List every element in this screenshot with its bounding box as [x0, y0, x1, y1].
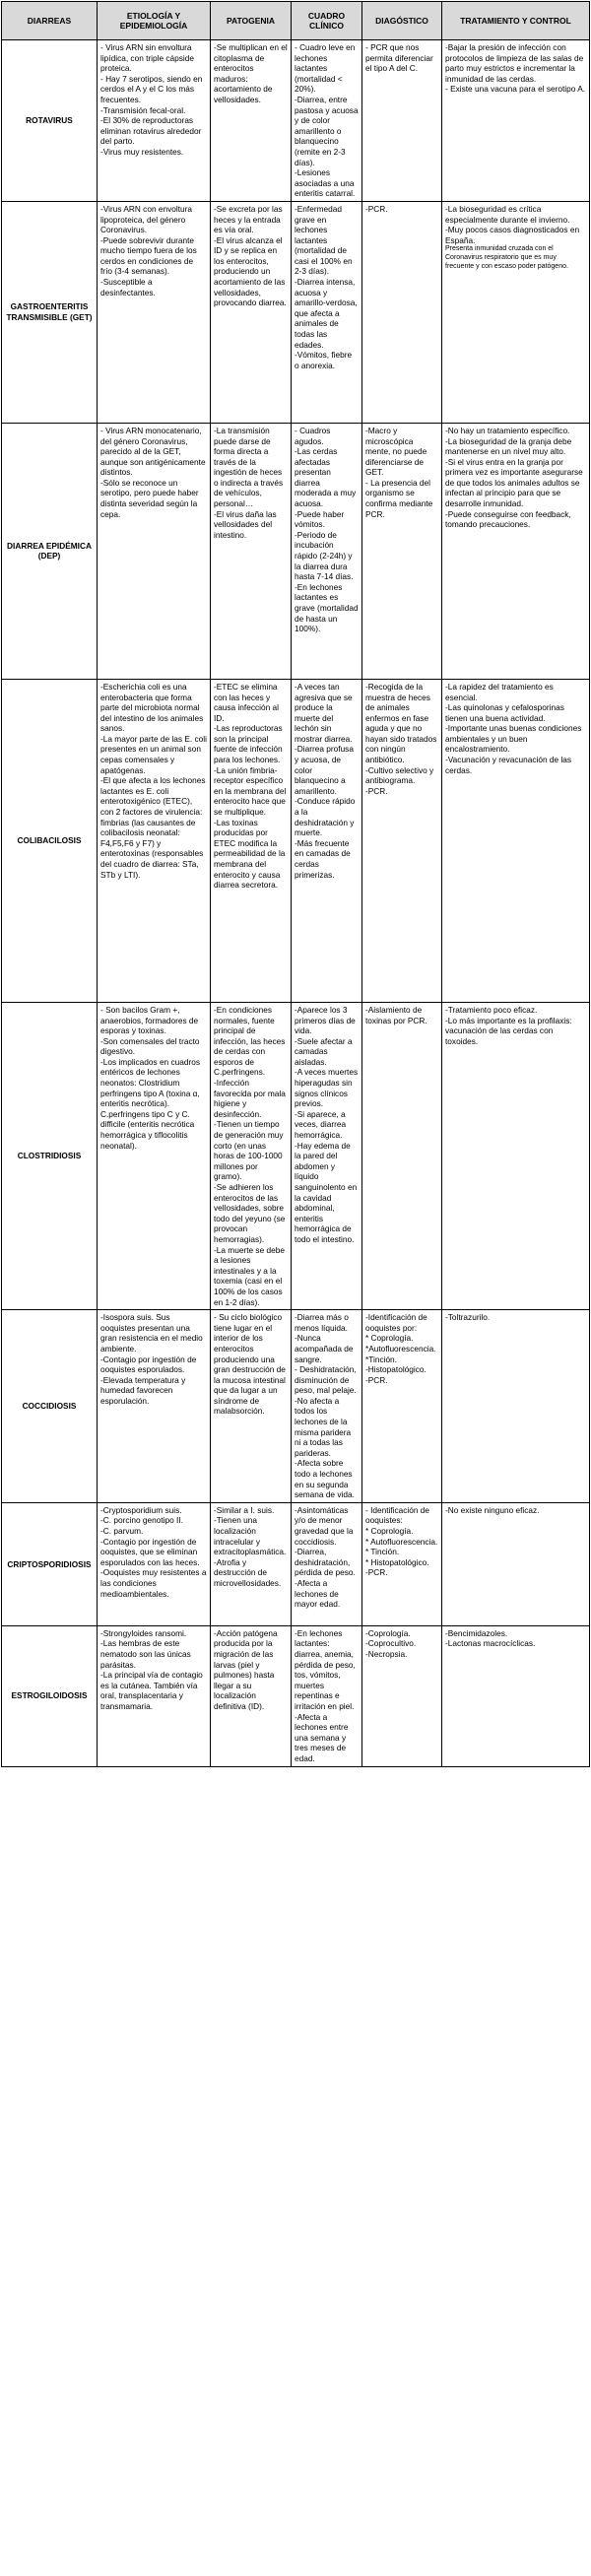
cell-line: - Virus ARN monocatenario, del género Coronavirus, parecido al de la GET, aunque son antigénicamente distintos. — [100, 425, 206, 478]
tratamiento-cell — [442, 201, 590, 423]
table-row — [2, 423, 590, 679]
diagnostico-cell — [362, 1502, 442, 1625]
disease-name: ESTROGILOIDOSIS — [2, 1625, 98, 1766]
cell-line: -La unión fimbria-receptor específico en la membrana del enterocito hace que se multiplique. — [214, 764, 287, 818]
cell-line: -Contagio por ingestión de ooquistes esporulados. — [100, 1354, 197, 1375]
table-row — [2, 679, 590, 1002]
cell-line: -Conduce rápido a la deshidratación y muerte. — [295, 796, 356, 838]
cell-line: -Vómitos, fiebre o anorexia. — [295, 350, 353, 370]
disease-name: CLOSTRIDIOSIS — [2, 1002, 98, 1309]
cell-line: -La mayor parte de las E. coli presentes en un animal son cepas comensales y apatógenas. — [100, 733, 207, 775]
disease-name: COCCIDIOSIS — [2, 1310, 98, 1503]
cell-line: -Se excreta por las heces y la entrada es vía oral. — [214, 203, 283, 235]
cell-line: -La principal vía de contagio es la cutánea. También vía oral, transplacentaria y transmamaria. — [100, 1670, 203, 1711]
cuadro-clinico-cell — [292, 1310, 362, 1503]
patogenia-cell — [211, 40, 292, 202]
table-row — [2, 201, 590, 423]
cuadro-clinico-cell — [292, 679, 362, 1002]
diagnostico-cell — [362, 1310, 442, 1503]
cell-line: -Lo más importante es la profilaxis: vacunación de las cerdas con toxoides. — [445, 1015, 572, 1046]
cell-line: -Lactonas macrocíclicas. — [445, 1638, 536, 1649]
etiologia-cell — [98, 201, 211, 423]
cell-line: -El que afecta a los lechones lactantes es E. coli enterotoxigénico (ETEC), con 2 factores de virulencia: fimbrias (las causantes de colibacilosis neonatal: F4,F5,F6 y F7) y enterotoxinas (responsables del cuadro de diarrea: STa, STb y LTI). — [100, 775, 206, 880]
cell-line: - Su ciclo biológico tiene lugar en el interior de los enterocitos produciendo una gran destrucción de la mucosa intestinal que da lugar a un síndrome de malabsorción. — [214, 1312, 286, 1417]
table-row — [2, 1310, 590, 1503]
cell-line: -Más frecuente en camadas de cerdas primerizas. — [295, 837, 351, 880]
cell-line: -Diarrea más o menos líquida. — [295, 1312, 349, 1333]
cell-line: - Identificación de ooquistes: — [365, 1504, 430, 1526]
disease-name: COLIBACILOSIS — [2, 679, 98, 1002]
tratamiento-cell — [442, 679, 590, 1002]
cell-line: -Hay edema de la pared del abdomen y líquido sanguinolento en la cavidad abdominal, enteritis hemorrágica de todo el intestino. — [295, 1140, 358, 1244]
patogenia-cell — [211, 201, 292, 423]
cell-line: -Importante unas buenas condiciones ambientales y un buen encalostramiento. — [445, 723, 582, 755]
cell-line: -El 30% de reproductoras eliminan rotavirus alrededor del parto. — [100, 115, 202, 147]
cell-line: -Recogida de la muestra de heces de animales enfermos en fase aguda y que no hayan sido tratados con ningún antibiótico. — [365, 681, 437, 765]
cell-line: -Enfermedad grave en lechones lactantes (mortalidad de casi el 100% en 2-3 días). — [295, 203, 353, 277]
table-row — [2, 40, 590, 202]
cell-line: -Diarrea, deshidratación, pérdida de peso. — [295, 1547, 356, 1578]
cell-line: -Cryptosporidium suis. — [100, 1504, 182, 1515]
patogenia-cell — [211, 1310, 292, 1503]
cell-line: -Puede sobrevivir durante mucho tiempo fuera de los cerdos en condiciones de frío (3-4 semanas). — [100, 234, 197, 277]
cell-line: -Se multiplican en el citoplasma de enterocitos maduros: acortamiento de vellosidades. — [214, 42, 288, 104]
etiologia-cell — [98, 40, 211, 202]
disease-name: DIARREA EPIDÉMICA (DEP) — [2, 423, 98, 679]
cell-line: *Autofluorescencia. — [365, 1343, 436, 1354]
patogenia-cell — [211, 423, 292, 679]
cell-line: -C. porcino genotipo II. — [100, 1515, 183, 1526]
cell-line: -Virus muy resistentes. — [100, 146, 184, 157]
cell-line: C.perfringens tipo C y C. difficile (enteritis necrótica hemorrágica y tiflocolitis neonatal). — [100, 1108, 195, 1151]
cuadro-clinico-cell — [292, 201, 362, 423]
cell-line: -PCR. — [365, 1374, 388, 1385]
cell-line: -Si aparece, a veces, diarrea hemorrágica. — [295, 1108, 347, 1141]
table-header-row — [2, 2, 590, 40]
tratamiento-cell — [442, 1002, 590, 1309]
header-diagnostico: DIAGÓSTICO — [362, 2, 442, 40]
cell-line: -Las toxinas producidas por ETEC modifica la permeabilidad de la membrana del enterocito y causa diarrea secretora. — [214, 817, 286, 891]
cell-line: - PCR que nos permita diferenciar el tipo A del C. — [365, 42, 433, 74]
cell-line: -La transmisión puede darse de forma directa a través de la ingestión de heces o indirecta a través de vehículos, personal… — [214, 425, 284, 509]
diagnostico-cell — [362, 679, 442, 1002]
table-row — [2, 1625, 590, 1766]
cell-line: -Tienen una localización intracelular y extracitoplasmática. — [214, 1515, 287, 1557]
etiologia-cell — [98, 1625, 211, 1766]
cell-line: * Coprología. — [365, 1526, 414, 1536]
cell-line: - Cuadros agudos. — [295, 425, 331, 446]
header-tratamiento: TRATAMIENTO Y CONTROL — [442, 2, 590, 40]
cell-line: -La bioseguridad es crítica especialmente durante el invierno. — [445, 203, 570, 225]
cell-line: -Acción patógena producida por la migración de las larvas (piel y pulmones) hasta llegar a su localización definitiva (ID). — [214, 1627, 278, 1711]
cell-line: -Tienen un tiempo de generación muy corto (en unas horas de 100-1000 millones por gramo). — [214, 1119, 284, 1182]
diarrhea-comparison-table — [1, 1, 590, 1767]
diagnostico-cell — [362, 1002, 442, 1309]
cell-line: -Las quinolonas y cefalosporinas tienen una buena actividad. — [445, 702, 564, 723]
diagnostico-cell — [362, 1625, 442, 1766]
header-diarreas: DIARREAS — [2, 2, 98, 40]
cell-line: -Asintomáticas y/o de menor gravedad que la coccidiosis. — [295, 1504, 354, 1547]
header-cuadro-clinico: CUADRO CLÍNICO — [292, 2, 362, 40]
cell-line: -No existe ninguno eficaz. — [445, 1504, 540, 1515]
cell-line: -Nunca acompañada de sangre. — [295, 1333, 354, 1364]
diagnostico-cell — [362, 40, 442, 202]
cell-line: -PCR. — [365, 203, 388, 214]
tratamiento-cell — [442, 40, 590, 202]
cell-line: -Bencimidazoles. — [445, 1627, 508, 1638]
cell-line: -Contagio por ingestión de ooquistes, que se eliminan esporulados con las heces. — [100, 1536, 200, 1567]
cell-line: -Periodo de incubación rápido (2-24h) y la diarrea dura hasta 7-14 días. — [295, 529, 354, 582]
patogenia-cell — [211, 1625, 292, 1766]
cell-line: -Afecta sobre todo a lechones en su segunda semana de vida. — [295, 1458, 355, 1500]
cell-line: - Deshidratación, disminución de peso, mal pelaje. — [295, 1364, 357, 1396]
disease-name: CRIPTOSPORIDIOSIS — [2, 1502, 98, 1625]
cell-line: -Sólo se reconoce un serotipo, pero puede haber distinta severidad según la cepa. — [100, 477, 199, 519]
tratamiento-cell — [442, 1625, 590, 1766]
tratamiento-cell — [442, 1310, 590, 1503]
cell-line: -Atrofia y destrucción de microvellosidades. — [214, 1556, 282, 1588]
cell-line: -Susceptible a desinfectantes. — [100, 277, 156, 297]
cell-line: -A veces tan agresiva que se produce la muerte del lechón sin mostrar diarrea. — [295, 681, 353, 744]
table-row — [2, 1002, 590, 1309]
cell-line: -Tratamiento poco eficaz. — [445, 1004, 538, 1015]
etiologia-cell — [98, 1002, 211, 1309]
cell-line: -En lechones lactantes es grave (mortalidad de hasta un 100%). — [295, 581, 359, 634]
cell-line: * Histopatológico. — [365, 1556, 429, 1567]
cell-line: -Son comensales del tracto digestivo. — [100, 1035, 200, 1057]
cuadro-clinico-cell — [292, 1625, 362, 1766]
cell-line: -Suele afectar a camadas aisladas. — [295, 1035, 353, 1067]
cell-line: -Bajar la presión de infección con protocolos de limpieza de las salas de parto muy estrictos e incrementar la inmunidad de las cerdas. — [445, 42, 584, 84]
diagnostico-cell — [362, 201, 442, 423]
cell-line: -Elevada temperatura y humedad favorecen esporulación. — [100, 1374, 186, 1406]
disease-name: ROTAVIRUS — [2, 40, 98, 202]
cell-line: -Macro y microscópica mente, no puede diferenciarse de GET. — [365, 425, 427, 478]
cell-line: -Histopatológico. — [365, 1364, 427, 1375]
cell-line: - La presencia del organismo se confirma mediante PCR. — [365, 477, 433, 519]
cell-line: -El virus alcanza el ID y se replica en los enterocitos, produciendo un acortamiento de las vellosidades, provocando diarrea. — [214, 234, 287, 308]
cell-line: - Existe una vacuna para el serotipo A. — [445, 84, 586, 95]
cell-line: -C. parvum. — [100, 1526, 144, 1536]
cell-line: -Los implicados en cuadros entéricos de lechones neonatos: Clostridium perfringens tipo A (toxina α, enteritis necrótica). — [100, 1056, 200, 1109]
cell-line: - Cuadro leve en lechones lactantes (mortalidad < 20%). — [295, 42, 356, 95]
diagnostico-cell — [362, 423, 442, 679]
cell-line: -Se adhieren los enterocitos de las vellosidades, sobre todo del yeyuno (se provocan hemorragias). — [214, 1182, 286, 1244]
cell-line: *Tinción. — [365, 1354, 397, 1364]
table-body — [2, 40, 590, 1767]
etiologia-cell — [98, 1502, 211, 1625]
cell-line: -Necropsia. — [365, 1649, 408, 1659]
cell-line: -Las hembras de este nematodo son las únicas parásitas. — [100, 1638, 191, 1670]
cell-line: -No afecta a todos los lechones de la misma paridera ni a todas las parideras. — [295, 1395, 352, 1458]
cell-line: -Transmisión fecal-oral. — [100, 104, 186, 115]
cell-line: -Identificación de ooquistes por: — [365, 1312, 427, 1333]
cell-line: -Puede conseguirse con feedback, tomando precauciones. — [445, 508, 571, 530]
cell-line: -Infección favorecida por mala higiene y desinfección. — [214, 1078, 286, 1119]
cell-line: -Afecta a lechones entre una semana y tres meses de edad. — [295, 1711, 349, 1763]
cell-line: -Isospora suis. Sus ooquistes presentan una gran resistencia en el medio ambiente. — [100, 1312, 203, 1354]
cell-line: - Son bacilos Gram +, anaerobios, formadores de esporas y toxinas. — [100, 1004, 199, 1036]
cell-line: -La bioseguridad de la granja debe mantenerse en un nivel muy alto. — [445, 435, 572, 457]
cell-line: -Diarrea profusa y acuosa, de color blanquecino a amarillento. — [295, 744, 354, 796]
cell-line: -PCR. — [365, 1567, 388, 1578]
cell-line: * Coprología. — [365, 1333, 414, 1344]
etiologia-cell — [98, 1310, 211, 1503]
cell-line: -Coprología. — [365, 1627, 411, 1638]
cuadro-clinico-cell — [292, 1002, 362, 1309]
cell-line: -Vacunación y revacunación de las cerdas. — [445, 755, 572, 775]
etiologia-cell — [98, 423, 211, 679]
cell-line: -Virus ARN con envoltura lipoproteica, del género Coronavirus. — [100, 203, 192, 235]
cell-line: -La rapidez del tratamiento es esencial. — [445, 681, 554, 702]
cell-line: -Ooquistes muy resistentes a las condiciones medioambientales. — [100, 1567, 207, 1599]
cuadro-clinico-cell — [292, 40, 362, 202]
cell-line: -El virus daña las vellosidades del intestino. — [214, 508, 277, 540]
cell-line: * Autofluorescencia. — [365, 1536, 438, 1547]
cell-line: -Si el virus entra en la granja por primera vez es importante asegurarse de que todos los animales adultos se infectan al principio para que se desarrolle inmunidad. — [445, 456, 583, 509]
cell-line: -Escherichia coli es una enterobacteria que forma parte del microbiota normal del intestino de los animales sanos. — [100, 681, 204, 734]
cuadro-clinico-cell — [292, 1502, 362, 1625]
tratamiento-cell — [442, 423, 590, 679]
cell-line: -Lesiones asociadas a una enteritis catarral. — [295, 167, 356, 199]
cell-line: * Tinción. — [365, 1547, 400, 1557]
cell-line: -Afecta a lechones de mayor edad. — [295, 1577, 341, 1610]
cuadro-clinico-cell — [292, 423, 362, 679]
cell-line: -Coprocultivo. — [365, 1638, 417, 1649]
cell-line: -Strongyloides ransomi. — [100, 1627, 187, 1638]
tratamiento-cell — [442, 1502, 590, 1625]
cell-line: -Puede haber vómitos. — [295, 508, 345, 530]
cell-line: -A veces muertes hiperagudas sin signos clínicos previos. — [295, 1067, 359, 1109]
cell-line: -Cultivo selectivo y antibiograma. — [365, 764, 434, 786]
cell-line: -Aparece los 3 primeros días de vida. — [295, 1004, 356, 1036]
patogenia-cell — [211, 1502, 292, 1625]
header-patogenia: PATOGENIA — [211, 2, 292, 40]
cell-line: -Diarrea intensa, acuosa y amarillo-verdosa, que afecta a animales de todas las edades. — [295, 277, 358, 350]
etiologia-cell — [98, 679, 211, 1002]
cell-line: -La muerte se debe a lesiones intestinales y a la toxemia (casi en el 100% de los casos en 1-2 días). — [214, 1244, 285, 1307]
table-row — [2, 1502, 590, 1625]
cell-line: -Muy pocos casos diagnosticados en España. — [445, 225, 580, 245]
patogenia-cell — [211, 679, 292, 1002]
cell-line: -En condiciones normales, fuente principal de infección, las heces de cerdas con esporos de C.perfringens. — [214, 1004, 286, 1078]
cell-line: -ETEC se elimina con las heces y causa infección al ID. — [214, 681, 279, 723]
cell-line: -Las reproductoras son la principal fuente de infección para los lechones. — [214, 723, 283, 765]
cell-line: -Toltrazurilo. — [445, 1312, 491, 1323]
cell-line: -Aislamiento de toxinas por PCR. — [365, 1004, 427, 1025]
disease-name: GASTROENTERITIS TRANSMISIBLE (GET) — [2, 201, 98, 423]
patogenia-cell — [211, 1002, 292, 1309]
cell-line: -Las cerdas afectadas presentan diarrea moderada a muy acuosa. — [295, 446, 357, 509]
cell-note: Presenta inmunidad cruzada con el Coronavirus respiratorio que es muy frecuente y con escaso poder patógeno. — [445, 245, 568, 270]
cell-line: - Hay 7 serotipos, siendo en cerdos el A y el C los más frecuentes. — [100, 73, 203, 104]
cell-line: -En lechones lactantes: diarrea, anemia, pérdida de peso, tos, vómitos, muertes repentinas e irritación en piel. — [295, 1627, 356, 1711]
cell-line: -PCR. — [365, 785, 388, 796]
header-etiologia: ETIOLOGÍA Y EPIDEMIOLOGÍA — [98, 2, 211, 40]
cell-line: -No hay un tratamiento específico. — [445, 425, 570, 435]
cell-line: - Virus ARN sin envoltura lipídica, con triple cápside proteica. — [100, 42, 195, 74]
cell-line: -Similar a I. suis. — [214, 1504, 275, 1515]
cell-line: -Diarrea, entre pastosa y acuosa y de color amarillento o blanquecino (remite en 2-3 días). — [295, 94, 359, 167]
